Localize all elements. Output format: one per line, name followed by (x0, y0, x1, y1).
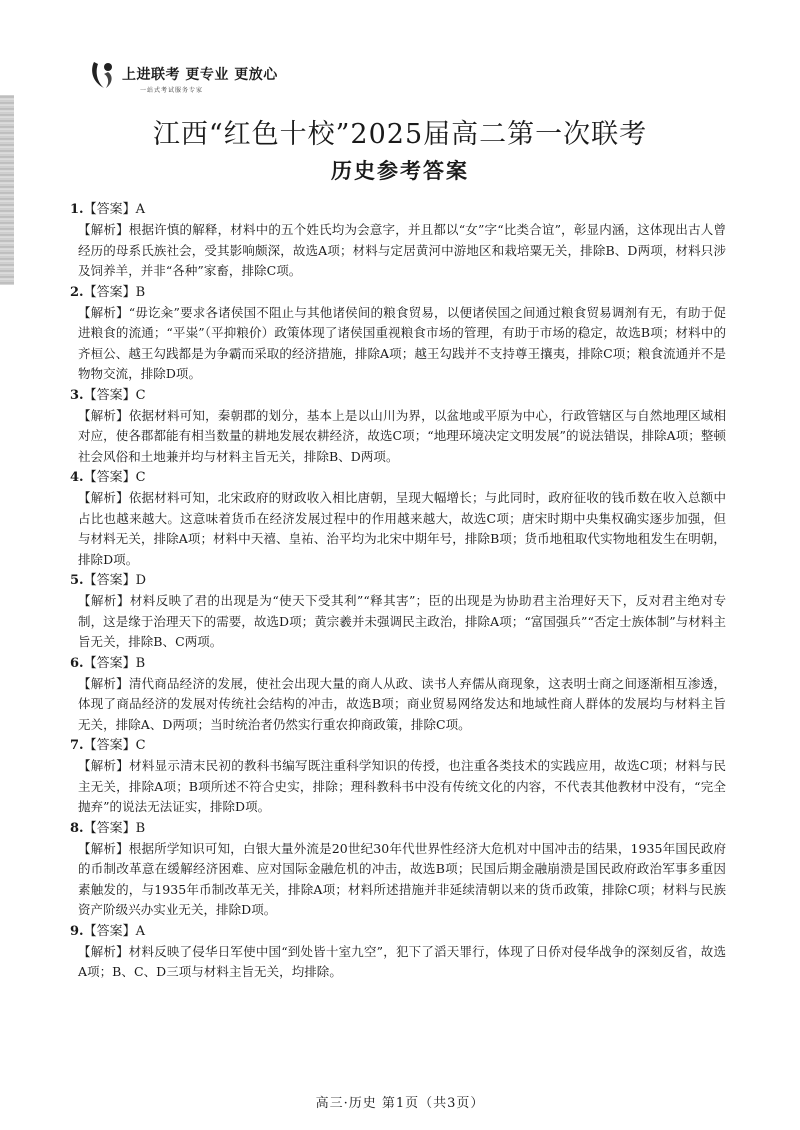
explanation-text: 【解析】根据许慎的解释，材料中的五个姓氏均为会意字，并且都以“女”字“比类合谊”，彰显内涵，这体现出古人曾经历的母系氏族社会，受其影响颇深，故选A项；材料与定居黄河中游地区和栽培粟无关，排除B、D两项，材料只涉及饲养羊，并非“各种”家畜，排除C项。 (78, 222, 726, 278)
question-number: 5. (70, 573, 84, 588)
answer-line (70, 283, 726, 303)
explanation-text: 【解析】材料显示清末民初的教科书编写既注重科学知识的传授，也注重各类技术的实践应用，故选C项；材料与民主无关，排除A项；B项所述不符合史实，排除；理科教科书中没有传统文化的内容，不代表其他教材中没有，“完全抛弃”的说法无法证实，排除D项。 (78, 758, 726, 814)
question-9 (70, 922, 726, 983)
question-number: 9. (70, 923, 84, 939)
question-3 (70, 386, 726, 468)
explanation-text: 【解析】依据材料可知，北宋政府的财政收入相比唐朝，呈现大幅增长；与此同时，政府征收的钱币数在收入总额中占比也越来越大。这意味着货币在经济发展过程中的作用越来越大，故选C项；唐宋时期中央集权确实逐步加强，但与材料无关，排除A项；材料中天禧、皇祐、治平均为北宋中期年号，排除B项；货币地租取代实物地租发生在明朝，排除D项。 (78, 490, 726, 567)
answer-line (70, 571, 726, 591)
logo-subslogan: 一站式考试服务专家 (140, 87, 204, 94)
question-1 (70, 200, 726, 282)
exam-title: 江西“红色十校”2025届高二第一次联考 (152, 119, 648, 150)
question-8 (70, 819, 726, 921)
question-number: 3. (70, 387, 84, 403)
question-number: 6. (70, 655, 84, 671)
explanation-text: 【解析】“毋讫籴”要求各诸侯国不阻止与其他诸侯间的粮食贸易，以便诸侯国之间通过粮食贸易调剂有无，有助于促进粮食的流通；“平粜”（平抑粮价）政策体现了诸侯国重视粮食市场的管理，有助于市场的稳定，故选B项；材料中的齐桓公、越王勾践都是为争霸而采取的经济措施，排除A项；越王勾践并不支持尊王攘夷，排除C项；粮食流通并不是物物交流，排除D项。 (78, 304, 726, 381)
answer-line (70, 922, 726, 942)
question-number: 2. (70, 284, 84, 300)
explanation-text: 【解析】材料反映了君的出现是为“使天下受其利”“释其害”；臣的出现是为协助君主治理好天下，反对君主绝对专制，这是缘于治理天下的需要，故选D项；黄宗羲并未强调民主政治，排除A项；“富国强兵”“否定士族体制”与材料主旨无关，排除B、C两项。 (78, 593, 726, 649)
logo-slogan: 上进联考 更专业 更放心 (122, 67, 278, 83)
answer-line (70, 200, 726, 220)
answer-text: 【答案】A (83, 923, 145, 939)
answer-line (70, 654, 726, 674)
answer-text: 【答案】B (83, 655, 146, 671)
answer-text: 【答案】C (83, 738, 146, 753)
question-7 (70, 736, 726, 818)
answer-line (70, 819, 726, 839)
answer-line (70, 386, 726, 406)
explanation-text: 【解析】依据材料可知，秦朝郡的划分，基本上是以山川为界，以盆地或平原为中心，行政管辖区与自然地理区域相对应，使各郡都能有相当数量的耕地发展农耕经济，故选C项；“地理环境决定文明发展”的说法错误，排除A项；整顿社会风俗和土地兼并均与材料主旨无关，排除B、D两项。 (78, 407, 726, 464)
answer-text: 【答案】B (83, 820, 146, 836)
explanation-text: 【解析】根据所学知识可知，白银大量外流是20世纪30年代世界性经济大危机对中国冲击的结果，1935年国民政府的币制改革意在缓解经济困难、应对国际金融危机的冲击，故选B项；民国后期金融崩溃是国民政府政治军事多重因素触发的，与1935年币制改革无关，排除A项；材料所述措施并非延续清朝以来的货币政策，排除C项；材料与民族资产阶级兴办实业无关，排除D项。 (78, 840, 726, 917)
question-number: 4. (70, 470, 84, 485)
answer-text: 【答案】B (83, 284, 146, 300)
answer-line (70, 736, 726, 756)
question-5 (70, 571, 726, 653)
page-footer: 高三·历史 第1页（共3页） (315, 1096, 485, 1111)
question-2 (70, 283, 726, 385)
answer-text: 【答案】C (83, 387, 146, 403)
question-number: 1. (70, 202, 84, 217)
page-subtitle: 历史参考答案 (331, 159, 469, 183)
question-4 (70, 468, 726, 570)
answer-text: 【答案】A (83, 202, 145, 217)
question-number: 8. (70, 820, 84, 836)
question-number: 7. (70, 738, 84, 753)
answer-list (70, 200, 726, 984)
answer-text: 【答案】C (83, 470, 146, 485)
question-6 (70, 654, 726, 736)
explanation-text: 【解析】清代商品经济的发展，使社会出现大量的商人从政、读书人弃儒从商现象，这表明士商之间逐渐相互渗透，体现了商品经济的发展对传统社会结构的冲击，故选B项；商业贸易网络发达和地域性商人群体的发展均与材料主旨无关，排除A、D两项；当时统治者仍然实行重农抑商政策，排除C项。 (78, 675, 726, 732)
header-logo (88, 58, 288, 98)
answer-line (70, 468, 726, 488)
explanation-text: 【解析】材料反映了侵华日军使中国“到处皆十室九空”，犯下了滔天罪行，体现了日侨对侵华战争的深刻反省，故选A项；B、C、D三项与材料主旨无关，均排除。 (78, 943, 726, 979)
logo-icon (88, 58, 118, 92)
answer-text: 【答案】D (83, 573, 147, 588)
